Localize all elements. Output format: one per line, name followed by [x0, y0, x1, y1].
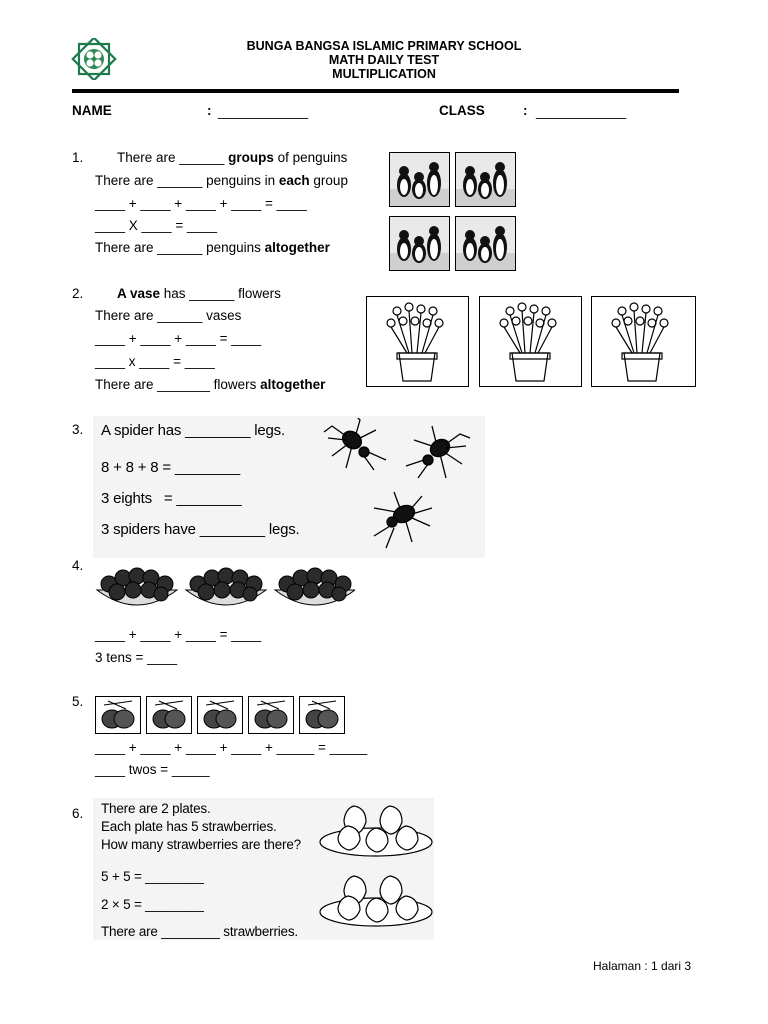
q1-line-2: There are ______ penguins in each group [95, 173, 348, 188]
q3-line-1[interactable]: A spider has ________ legs. [101, 422, 285, 439]
q6-line-2: Each plate has 5 strawberries. [101, 819, 277, 834]
fruit-pair-image [95, 696, 141, 734]
q2-number: 2. [72, 286, 84, 301]
fruit-pair-image [299, 696, 345, 734]
test-topic: MULTIPLICATION [332, 67, 436, 81]
class-colon: : [523, 103, 528, 118]
q1-number: 1. [72, 150, 84, 165]
q4-line-1[interactable]: ____ + ____ + ____ = ____ [95, 627, 262, 642]
q6-line-3: How many strawberries are there? [101, 837, 301, 852]
q2-line-1: A vase has ______ flowers [117, 286, 281, 301]
q5-number: 5. [72, 694, 84, 709]
page-number: Halaman : 1 dari 3 [593, 959, 692, 973]
q3-line-3[interactable]: 3 eights = ________ [101, 490, 242, 507]
penguin-group-image [455, 152, 516, 207]
fruit-pair-image [146, 696, 192, 734]
q2-line-4[interactable]: ____ x ____ = ____ [95, 354, 215, 369]
q2-line-2: There are ______ vases [95, 308, 242, 323]
spider-illustration [322, 418, 482, 556]
school-name: BUNGA BANGSA ISLAMIC PRIMARY SCHOOL [246, 39, 522, 53]
strawberry-plates-image [318, 800, 434, 938]
name-colon: : [207, 103, 212, 118]
name-field[interactable]: ____________ [218, 104, 309, 119]
q4-number: 4. [72, 558, 84, 573]
penguin-group-image [455, 216, 516, 271]
fruit-pair-image [248, 696, 294, 734]
tomato-baskets-image [93, 558, 355, 616]
class-label: CLASS [439, 103, 485, 118]
q3-line-2[interactable]: 8 + 8 + 8 = ________ [101, 459, 241, 476]
q1-line-1: There are ______ groups of penguins [117, 150, 348, 165]
q2-line-3[interactable]: ____ + ____ + ____ = ____ [95, 331, 262, 346]
q6-number: 6. [72, 806, 84, 821]
header-divider [72, 89, 679, 93]
flower-vase-image [591, 296, 696, 387]
flower-vase-image [479, 296, 582, 387]
q3-number: 3. [72, 422, 84, 437]
q6-line-5[interactable]: 2 × 5 = ________ [101, 897, 204, 912]
name-label: NAME [72, 103, 112, 118]
class-field[interactable]: ____________ [536, 104, 627, 119]
q1-line-3[interactable]: ____ + ____ + ____ + ____ = ____ [95, 196, 307, 211]
q1-line-5: There are ______ penguins altogether [95, 240, 330, 255]
penguin-group-image [389, 216, 450, 271]
q2-line-5: There are _______ flowers altogether [95, 377, 326, 392]
flower-vase-image [366, 296, 469, 387]
q5-line-2[interactable]: ____ twos = _____ [95, 762, 210, 777]
q1-line-4[interactable]: ____ X ____ = ____ [95, 218, 217, 233]
q6-line-4[interactable]: 5 + 5 = ________ [101, 869, 204, 884]
fruit-pair-image [197, 696, 243, 734]
q5-line-1[interactable]: ____ + ____ + ____ + ____ + _____ = _____ [95, 740, 368, 755]
q3-line-4[interactable]: 3 spiders have ________ legs. [101, 521, 300, 538]
q6-line-6[interactable]: There are ________ strawberries. [101, 924, 298, 939]
q4-line-2[interactable]: 3 tens = ____ [95, 650, 178, 665]
test-title: MATH DAILY TEST [328, 53, 440, 67]
penguin-group-image [389, 152, 450, 207]
q6-line-1: There are 2 plates. [101, 801, 211, 816]
